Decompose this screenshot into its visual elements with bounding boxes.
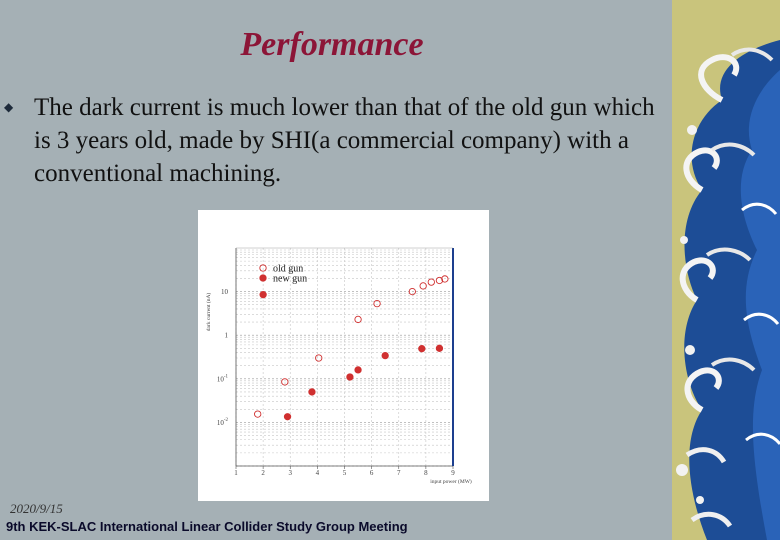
slide-title: Performance — [240, 26, 424, 63]
chart-background — [198, 210, 489, 501]
legend-new-gun-label: new gun — [273, 273, 308, 285]
data-point-new-gun — [355, 367, 361, 373]
dark-current-chart — [198, 210, 489, 501]
x-tick-label: 4 — [315, 469, 320, 477]
data-point-new-gun — [436, 345, 442, 351]
footer-date: 2020/9/15 — [10, 501, 63, 516]
data-point-new-gun — [284, 414, 290, 420]
y-tick-label: 10 — [221, 288, 228, 297]
legend-old-gun-label: old gun — [273, 263, 304, 275]
y-axis-title: dark current (nA) — [206, 292, 212, 332]
chart-svg — [198, 210, 489, 501]
decorative-wave-panel — [672, 0, 780, 540]
x-tick-label: 5 — [342, 469, 347, 477]
y-tick-label: $10^{-2}$ — [216, 417, 228, 427]
x-tick-label: 2 — [261, 469, 265, 477]
footer-meeting-name: 9th KEK-SLAC International Linear Collider Study Group Meeting — [6, 519, 408, 534]
diamond-bullet-icon: ◆ — [4, 100, 14, 114]
x-tick-label: 3 — [288, 469, 292, 477]
wave-illustration — [672, 0, 780, 540]
legend-new-gun-marker — [260, 275, 266, 281]
data-point-new-gun — [347, 374, 353, 380]
y-tick-label: 1 — [224, 331, 228, 340]
y-tick-label: $10^{-1}$ — [216, 374, 228, 384]
x-axis-title: input power (MW) — [430, 479, 472, 485]
data-point-new-gun — [419, 346, 425, 352]
x-tick-label: 1 — [234, 469, 238, 477]
data-point-new-gun — [260, 291, 266, 297]
x-tick-label: 6 — [369, 469, 374, 477]
data-point-new-gun — [309, 389, 315, 395]
data-point-new-gun — [382, 352, 388, 358]
x-tick-label: 9 — [451, 469, 455, 477]
bullet-text: The dark current is much lower than that of the old gun which is 3 years old, made by SHI(a commercial company) with a conventional machining. — [34, 94, 655, 187]
x-tick-label: 7 — [397, 469, 401, 477]
x-tick-label: 8 — [424, 469, 428, 477]
